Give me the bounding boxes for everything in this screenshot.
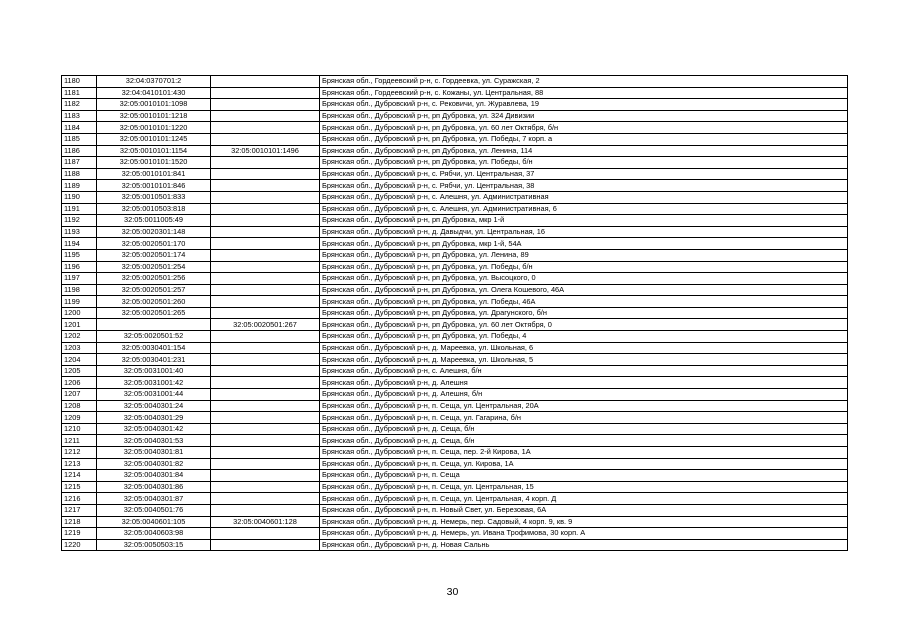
table-row <box>62 539 848 551</box>
address-cell: Брянская обл., Дубровский р-н, п. Сеща, ул. Центральная, 20А <box>320 400 848 412</box>
table-row <box>62 203 848 215</box>
linked-cadastral-number-cell <box>211 191 320 203</box>
cadastral-number-cell: 32:05:0020501:257 <box>97 284 211 296</box>
row-number-cell: 1182 <box>62 99 97 111</box>
row-number-cell: 1215 <box>62 481 97 493</box>
cadastral-number-cell: 32:05:0010101:1245 <box>97 133 211 145</box>
cadastral-number-cell: 32:05:0010101:1220 <box>97 122 211 134</box>
linked-cadastral-number-cell <box>211 412 320 424</box>
address-cell: Брянская обл., Дубровский р-н, рп Дубровка, ул. Победы, 46А <box>320 296 848 308</box>
table-row <box>62 133 848 145</box>
row-number-cell: 1214 <box>62 470 97 482</box>
table-row <box>62 470 848 482</box>
address-cell: Брянская обл., Дубровский р-н, п. Сеща, ул. Гагарина, б/н <box>320 412 848 424</box>
linked-cadastral-number-cell <box>211 122 320 134</box>
cadastral-number-cell: 32:04:0370701:2 <box>97 76 211 88</box>
row-number-cell: 1197 <box>62 273 97 285</box>
linked-cadastral-number-cell: 32:05:0040601:128 <box>211 516 320 528</box>
cadastral-number-cell: 32:05:0020501:254 <box>97 261 211 273</box>
cadastral-number-cell: 32:04:0410101:430 <box>97 87 211 99</box>
row-number-cell: 1185 <box>62 133 97 145</box>
table-row <box>62 215 848 227</box>
address-cell: Брянская обл., Дубровский р-н, д. Новая Сальнь <box>320 539 848 551</box>
linked-cadastral-number-cell <box>211 296 320 308</box>
address-cell: Брянская обл., Дубровский р-н, п. Сеща, ул. Кирова, 1А <box>320 458 848 470</box>
row-number-cell: 1203 <box>62 342 97 354</box>
row-number-cell: 1199 <box>62 296 97 308</box>
cadastral-number-cell: 32:05:0020501:52 <box>97 331 211 343</box>
address-cell: Брянская обл., Дубровский р-н, рп Дубровка, ул. Олега Кошевого, 46А <box>320 284 848 296</box>
cadastral-number-cell: 32:05:0040301:29 <box>97 412 211 424</box>
row-number-cell: 1213 <box>62 458 97 470</box>
cadastral-number-cell: 32:05:0040301:53 <box>97 435 211 447</box>
row-number-cell: 1201 <box>62 319 97 331</box>
table-row <box>62 226 848 238</box>
address-cell: Брянская обл., Гордеевский р-н, с. Гордеевка, ул. Суражская, 2 <box>320 76 848 88</box>
table-row <box>62 191 848 203</box>
row-number-cell: 1189 <box>62 180 97 192</box>
row-number-cell: 1196 <box>62 261 97 273</box>
row-number-cell: 1209 <box>62 412 97 424</box>
linked-cadastral-number-cell <box>211 539 320 551</box>
cadastral-number-cell: 32:05:0031001:42 <box>97 377 211 389</box>
row-number-cell: 1210 <box>62 423 97 435</box>
cadastral-number-cell: 32:05:0040301:42 <box>97 423 211 435</box>
cadastral-number-cell: 32:05:0050503:15 <box>97 539 211 551</box>
table-row <box>62 377 848 389</box>
table-row <box>62 180 848 192</box>
cadastral-number-cell: 32:05:0040301:84 <box>97 470 211 482</box>
linked-cadastral-number-cell <box>211 76 320 88</box>
table-row <box>62 307 848 319</box>
table-row <box>62 249 848 261</box>
table-body <box>62 76 848 551</box>
table-row <box>62 342 848 354</box>
cadastral-number-cell: 32:05:0020501:260 <box>97 296 211 308</box>
property-register-table <box>61 75 848 551</box>
row-number-cell: 1204 <box>62 354 97 366</box>
address-cell: Брянская обл., Дубровский р-н, рп Дубровка, ул. 60 лет Октября, б/н <box>320 122 848 134</box>
address-cell: Брянская обл., Дубровский р-н, рп Дубровка, ул. 60 лет Октября, 0 <box>320 319 848 331</box>
row-number-cell: 1202 <box>62 331 97 343</box>
address-cell: Брянская обл., Дубровский р-н, д. Алешня, б/н <box>320 389 848 401</box>
cadastral-number-cell: 32:05:0040601:105 <box>97 516 211 528</box>
table-row <box>62 273 848 285</box>
table-row <box>62 238 848 250</box>
row-number-cell: 1211 <box>62 435 97 447</box>
table-row <box>62 423 848 435</box>
row-number-cell: 1205 <box>62 365 97 377</box>
cadastral-number-cell: 32:05:0031001:40 <box>97 365 211 377</box>
linked-cadastral-number-cell <box>211 87 320 99</box>
row-number-cell: 1193 <box>62 226 97 238</box>
table-row <box>62 435 848 447</box>
linked-cadastral-number-cell <box>211 342 320 354</box>
table-row <box>62 87 848 99</box>
table-row <box>62 516 848 528</box>
table-row <box>62 122 848 134</box>
address-cell: Брянская обл., Дубровский р-н, рп Дубровка, ул. Драгунского, б/н <box>320 307 848 319</box>
row-number-cell: 1207 <box>62 389 97 401</box>
table-row <box>62 354 848 366</box>
cadastral-number-cell: 32:05:0010101:841 <box>97 168 211 180</box>
table-row <box>62 458 848 470</box>
linked-cadastral-number-cell <box>211 133 320 145</box>
linked-cadastral-number-cell <box>211 99 320 111</box>
cadastral-number-cell: 32:05:0020501:170 <box>97 238 211 250</box>
address-cell: Брянская обл., Дубровский р-н, п. Новый Свет, ул. Березовая, 6А <box>320 504 848 516</box>
cadastral-number-cell: 32:05:0040301:24 <box>97 400 211 412</box>
table-row <box>62 493 848 505</box>
linked-cadastral-number-cell <box>211 249 320 261</box>
linked-cadastral-number-cell <box>211 365 320 377</box>
address-cell: Брянская обл., Дубровский р-н, рп Дубровка, ул. Высоцкого, 0 <box>320 273 848 285</box>
linked-cadastral-number-cell <box>211 226 320 238</box>
row-number-cell: 1198 <box>62 284 97 296</box>
linked-cadastral-number-cell <box>211 400 320 412</box>
table-row <box>62 76 848 88</box>
table-row <box>62 528 848 540</box>
row-number-cell: 1186 <box>62 145 97 157</box>
linked-cadastral-number-cell <box>211 157 320 169</box>
address-cell: Брянская обл., Дубровский р-н, п. Сеща, ул. Центральная, 15 <box>320 481 848 493</box>
cadastral-number-cell: 32:05:0040301:81 <box>97 447 211 459</box>
cadastral-number-cell: 32:05:0040301:86 <box>97 481 211 493</box>
cadastral-number-cell: 32:05:0040301:82 <box>97 458 211 470</box>
table-row <box>62 261 848 273</box>
address-cell: Брянская обл., Дубровский р-н, рп Дубровка, ул. Победы, б/н <box>320 261 848 273</box>
cadastral-number-cell: 32:05:0030401:231 <box>97 354 211 366</box>
linked-cadastral-number-cell: 32:05:0010101:1496 <box>211 145 320 157</box>
address-cell: Брянская обл., Дубровский р-н, п. Сеща, ул. Центральная, 4 корп. Д <box>320 493 848 505</box>
address-cell: Брянская обл., Дубровский р-н, с. Алешня, б/н <box>320 365 848 377</box>
address-cell: Брянская обл., Дубровский р-н, д. Немерь, пер. Садовый, 4 корп. 9, кв. 9 <box>320 516 848 528</box>
row-number-cell: 1206 <box>62 377 97 389</box>
row-number-cell: 1208 <box>62 400 97 412</box>
address-cell: Брянская обл., Дубровский р-н, рп Дубровка, ул. Ленина, 114 <box>320 145 848 157</box>
table-row <box>62 319 848 331</box>
address-cell: Брянская обл., Дубровский р-н, рп Дубровка, ул. Победы, 4 <box>320 331 848 343</box>
row-number-cell: 1192 <box>62 215 97 227</box>
address-cell: Брянская обл., Дубровский р-н, д. Давыдчи, ул. Центральная, 16 <box>320 226 848 238</box>
row-number-cell: 1183 <box>62 110 97 122</box>
table-row <box>62 331 848 343</box>
row-number-cell: 1212 <box>62 447 97 459</box>
linked-cadastral-number-cell <box>211 238 320 250</box>
linked-cadastral-number-cell <box>211 493 320 505</box>
linked-cadastral-number-cell <box>211 168 320 180</box>
table-row <box>62 504 848 516</box>
linked-cadastral-number-cell <box>211 528 320 540</box>
linked-cadastral-number-cell <box>211 377 320 389</box>
table-row <box>62 400 848 412</box>
address-cell: Брянская обл., Гордеевский р-н, с. Кожаны, ул. Центральная, 88 <box>320 87 848 99</box>
address-cell: Брянская обл., Дубровский р-н, рп Дубровка, мкр 1-й <box>320 215 848 227</box>
table-row <box>62 365 848 377</box>
table-row <box>62 481 848 493</box>
address-cell: Брянская обл., Дубровский р-н, д. Мареевка, ул. Школьная, 6 <box>320 342 848 354</box>
address-cell: Брянская обл., Дубровский р-н, д. Мареевка, ул. Школьная, 5 <box>320 354 848 366</box>
row-number-cell: 1194 <box>62 238 97 250</box>
address-cell: Брянская обл., Дубровский р-н, рп Дубровка, ул. 324 Дивизии <box>320 110 848 122</box>
cadastral-number-cell: 32:05:0010503:818 <box>97 203 211 215</box>
linked-cadastral-number-cell <box>211 110 320 122</box>
page-number: 30 <box>446 586 459 598</box>
row-number-cell: 1195 <box>62 249 97 261</box>
table-row <box>62 284 848 296</box>
linked-cadastral-number-cell <box>211 331 320 343</box>
table-row <box>62 145 848 157</box>
address-cell: Брянская обл., Дубровский р-н, п. Сеща <box>320 470 848 482</box>
cadastral-number-cell: 32:05:0040301:87 <box>97 493 211 505</box>
linked-cadastral-number-cell <box>211 470 320 482</box>
linked-cadastral-number-cell <box>211 307 320 319</box>
linked-cadastral-number-cell <box>211 284 320 296</box>
address-cell: Брянская обл., Дубровский р-н, д. Немерь, ул. Ивана Трофимова, 30 корп. А <box>320 528 848 540</box>
table-row <box>62 447 848 459</box>
cadastral-number-cell: 32:05:0020501:265 <box>97 307 211 319</box>
linked-cadastral-number-cell <box>211 458 320 470</box>
table-row <box>62 157 848 169</box>
row-number-cell: 1184 <box>62 122 97 134</box>
table-row <box>62 110 848 122</box>
address-cell: Брянская обл., Дубровский р-н, д. Алешня <box>320 377 848 389</box>
table-row <box>62 412 848 424</box>
linked-cadastral-number-cell: 32:05:0020501:267 <box>211 319 320 331</box>
cadastral-number-cell <box>97 319 211 331</box>
cadastral-number-cell: 32:05:0020501:256 <box>97 273 211 285</box>
cadastral-number-cell: 32:05:0030401:154 <box>97 342 211 354</box>
linked-cadastral-number-cell <box>211 215 320 227</box>
cadastral-number-cell: 32:05:0011005:49 <box>97 215 211 227</box>
linked-cadastral-number-cell <box>211 435 320 447</box>
cadastral-number-cell: 32:05:0010501:833 <box>97 191 211 203</box>
row-number-cell: 1180 <box>62 76 97 88</box>
address-cell: Брянская обл., Дубровский р-н, рп Дубровка, ул. Победы, 7 корп. а <box>320 133 848 145</box>
row-number-cell: 1181 <box>62 87 97 99</box>
cadastral-number-cell: 32:05:0031001:44 <box>97 389 211 401</box>
cadastral-number-cell: 32:05:0020301:148 <box>97 226 211 238</box>
linked-cadastral-number-cell <box>211 180 320 192</box>
address-cell: Брянская обл., Дубровский р-н, с. Алешня, ул. Административная <box>320 191 848 203</box>
row-number-cell: 1220 <box>62 539 97 551</box>
cadastral-number-cell: 32:05:0020501:174 <box>97 249 211 261</box>
linked-cadastral-number-cell <box>211 504 320 516</box>
row-number-cell: 1219 <box>62 528 97 540</box>
row-number-cell: 1217 <box>62 504 97 516</box>
row-number-cell: 1218 <box>62 516 97 528</box>
cadastral-number-cell: 32:05:0010101:1520 <box>97 157 211 169</box>
linked-cadastral-number-cell <box>211 447 320 459</box>
linked-cadastral-number-cell <box>211 273 320 285</box>
address-cell: Брянская обл., Дубровский р-н, д. Сеща, б/н <box>320 435 848 447</box>
address-cell: Брянская обл., Дубровский р-н, п. Сеща, пер. 2-й Кирова, 1А <box>320 447 848 459</box>
row-number-cell: 1188 <box>62 168 97 180</box>
cadastral-number-cell: 32:05:0010101:1098 <box>97 99 211 111</box>
linked-cadastral-number-cell <box>211 423 320 435</box>
table-row <box>62 99 848 111</box>
linked-cadastral-number-cell <box>211 354 320 366</box>
linked-cadastral-number-cell <box>211 481 320 493</box>
table-row <box>62 389 848 401</box>
cadastral-number-cell: 32:05:0040501:76 <box>97 504 211 516</box>
address-cell: Брянская обл., Дубровский р-н, д. Сеща, б/н <box>320 423 848 435</box>
linked-cadastral-number-cell <box>211 261 320 273</box>
table-row <box>62 296 848 308</box>
address-cell: Брянская обл., Дубровский р-н, с. Алешня, ул. Административная, 6 <box>320 203 848 215</box>
address-cell: Брянская обл., Дубровский р-н, рп Дубровка, ул. Ленина, 89 <box>320 249 848 261</box>
cadastral-number-cell: 32:05:0010101:1218 <box>97 110 211 122</box>
address-cell: Брянская обл., Дубровский р-н, рп Дубровка, ул. Победы, б/н <box>320 157 848 169</box>
cadastral-number-cell: 32:05:0040603:98 <box>97 528 211 540</box>
table-row <box>62 168 848 180</box>
row-number-cell: 1200 <box>62 307 97 319</box>
row-number-cell: 1191 <box>62 203 97 215</box>
linked-cadastral-number-cell <box>211 389 320 401</box>
cadastral-number-cell: 32:05:0010101:1154 <box>97 145 211 157</box>
row-number-cell: 1190 <box>62 191 97 203</box>
row-number-cell: 1187 <box>62 157 97 169</box>
cadastral-number-cell: 32:05:0010101:846 <box>97 180 211 192</box>
address-cell: Брянская обл., Дубровский р-н, с. Рябчи, ул. Центральная, 38 <box>320 180 848 192</box>
address-cell: Брянская обл., Дубровский р-н, рп Дубровка, мкр 1-й, 54А <box>320 238 848 250</box>
address-cell: Брянская обл., Дубровский р-н, с. Рековичи, ул. Журавлева, 19 <box>320 99 848 111</box>
row-number-cell: 1216 <box>62 493 97 505</box>
linked-cadastral-number-cell <box>211 203 320 215</box>
address-cell: Брянская обл., Дубровский р-н, с. Рябчи, ул. Центральная, 37 <box>320 168 848 180</box>
